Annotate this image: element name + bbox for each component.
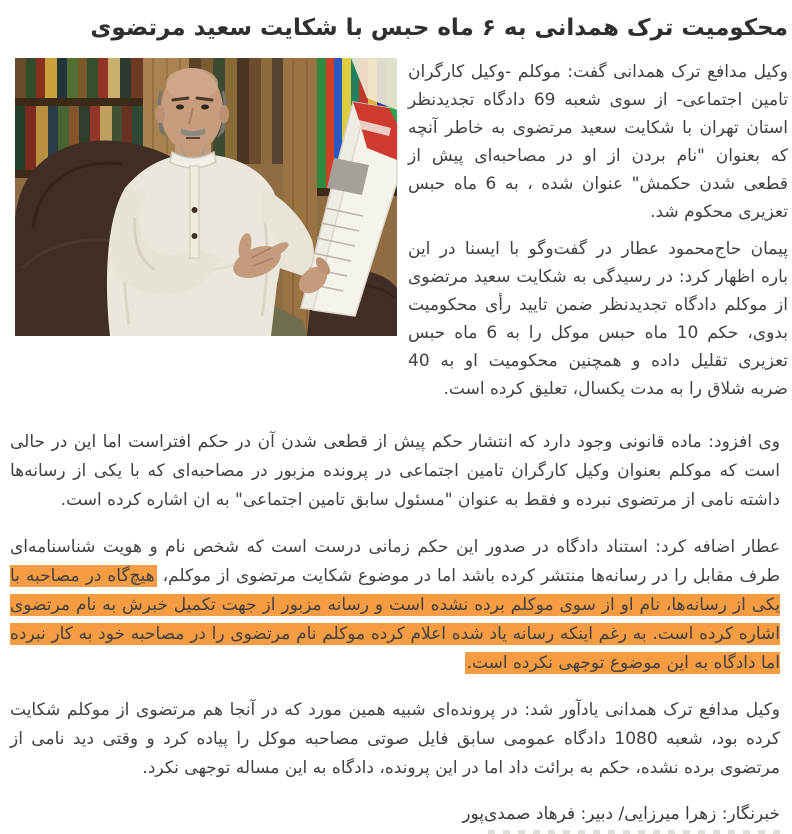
paragraph-1: وکیل مدافع ترک همدانی گفت: موکلم -وکیل کارگران تامین اجتماعی- از سوی شعبه 69 دادگاه تجدیدنظر استان تهران با شکایت سعید مرتضوی به خاطر آنچه که بعنوان "نام بردن از او در مصاحبه‌ای پیش از قطعی شدن حکمش" عنوان شده ، به 6 ماه حبس تعزیری محکوم شد. (408, 62, 788, 222)
highlighted-quote: هیچ‌گاه در مصاحبه با یکی از رسانه‌ها، نام او از سوی موکلم برده نشده است و رسانه مزبور از جهت تکمیل خبرش به نام مرتضوی اشاره کرده است. به رغم اینکه رسانه یاد شده اعلام کرده موکلم نام مرتضوی را در مصاحبه خود به کار نبرده اما دادگاه به این موضوع توجهی نکرده است. (10, 566, 780, 673)
paragraph-4-lead: عطار اضافه کرد: استناد دادگاه در صدور این حکم زمانی درست است که شخص نام و هویت شناسنامه‌ای طرف مقابل را در رسانه‌ها منتشر کرده باشد اما در موضوع شکایت مرتضوی از موکلم، (10, 537, 780, 586)
paragraph-5: وکیل مدافع ترک همدانی یادآور شد: در پرونده‌ای شبیه همین مورد که در آنجا هم مرتضوی از موکلم شکایت کرده بود، شعبه 1080 دادگاه عمومی سابق فایل صوتی مصاحبه موکل را پیاده کرد و وقتی دید نامی از مرتضوی برده نشده، حکم به برائت داد اما در این پرونده، دادگاه به این مساله توجهی نکرد. (10, 700, 780, 778)
cutoff-next-line-fragment (488, 830, 788, 834)
paragraph-2: پیمان حاج‌محمود عطار در گفت‌وگو با ایسنا در این باره اظهار کرد: در رسیدگی به شکایت سعید مرتضوی از موکلم دادگاه تجدیدنظر ضمن تایید رأی محکومیت بدوی، حکم 10 ماه حبس موکل را به 6 ماه حبس تعزیری تقلیل داده و همچنین محکومیت او به 40 ضربه شلاق را به مدت یکسال، تعلیق کرده است. (408, 239, 788, 399)
headline: محکومیت ترک همدانی به ۶ ماه حبس با شکایت سعید مرتضوی (90, 15, 788, 41)
article-photo (15, 58, 397, 336)
byline: خبرنگار: زهرا میرزایی/ دبیر: فرهاد صمدی‌پور (462, 804, 780, 824)
photo-illustration (15, 58, 397, 336)
top-section (0, 58, 788, 412)
paragraph-3: وی افزود: ماده قانونی وجود دارد که انتشار حکم پیش از قطعی شدن آن در حکم افتراست اما این در حالی است که موکلم بعنوان وکیل کارگران تامین اجتماعی در پرونده مزبور در مصاحبه‌ای که با یکی از رسانه‌ها داشته نامی از مرتضوی نبرده و فقط به عنوان "مسئول سابق تامین اجتماعی" به ان اشاره کرده است. (10, 432, 780, 510)
paragraph-4 (10, 533, 780, 678)
lead-column (408, 58, 788, 412)
